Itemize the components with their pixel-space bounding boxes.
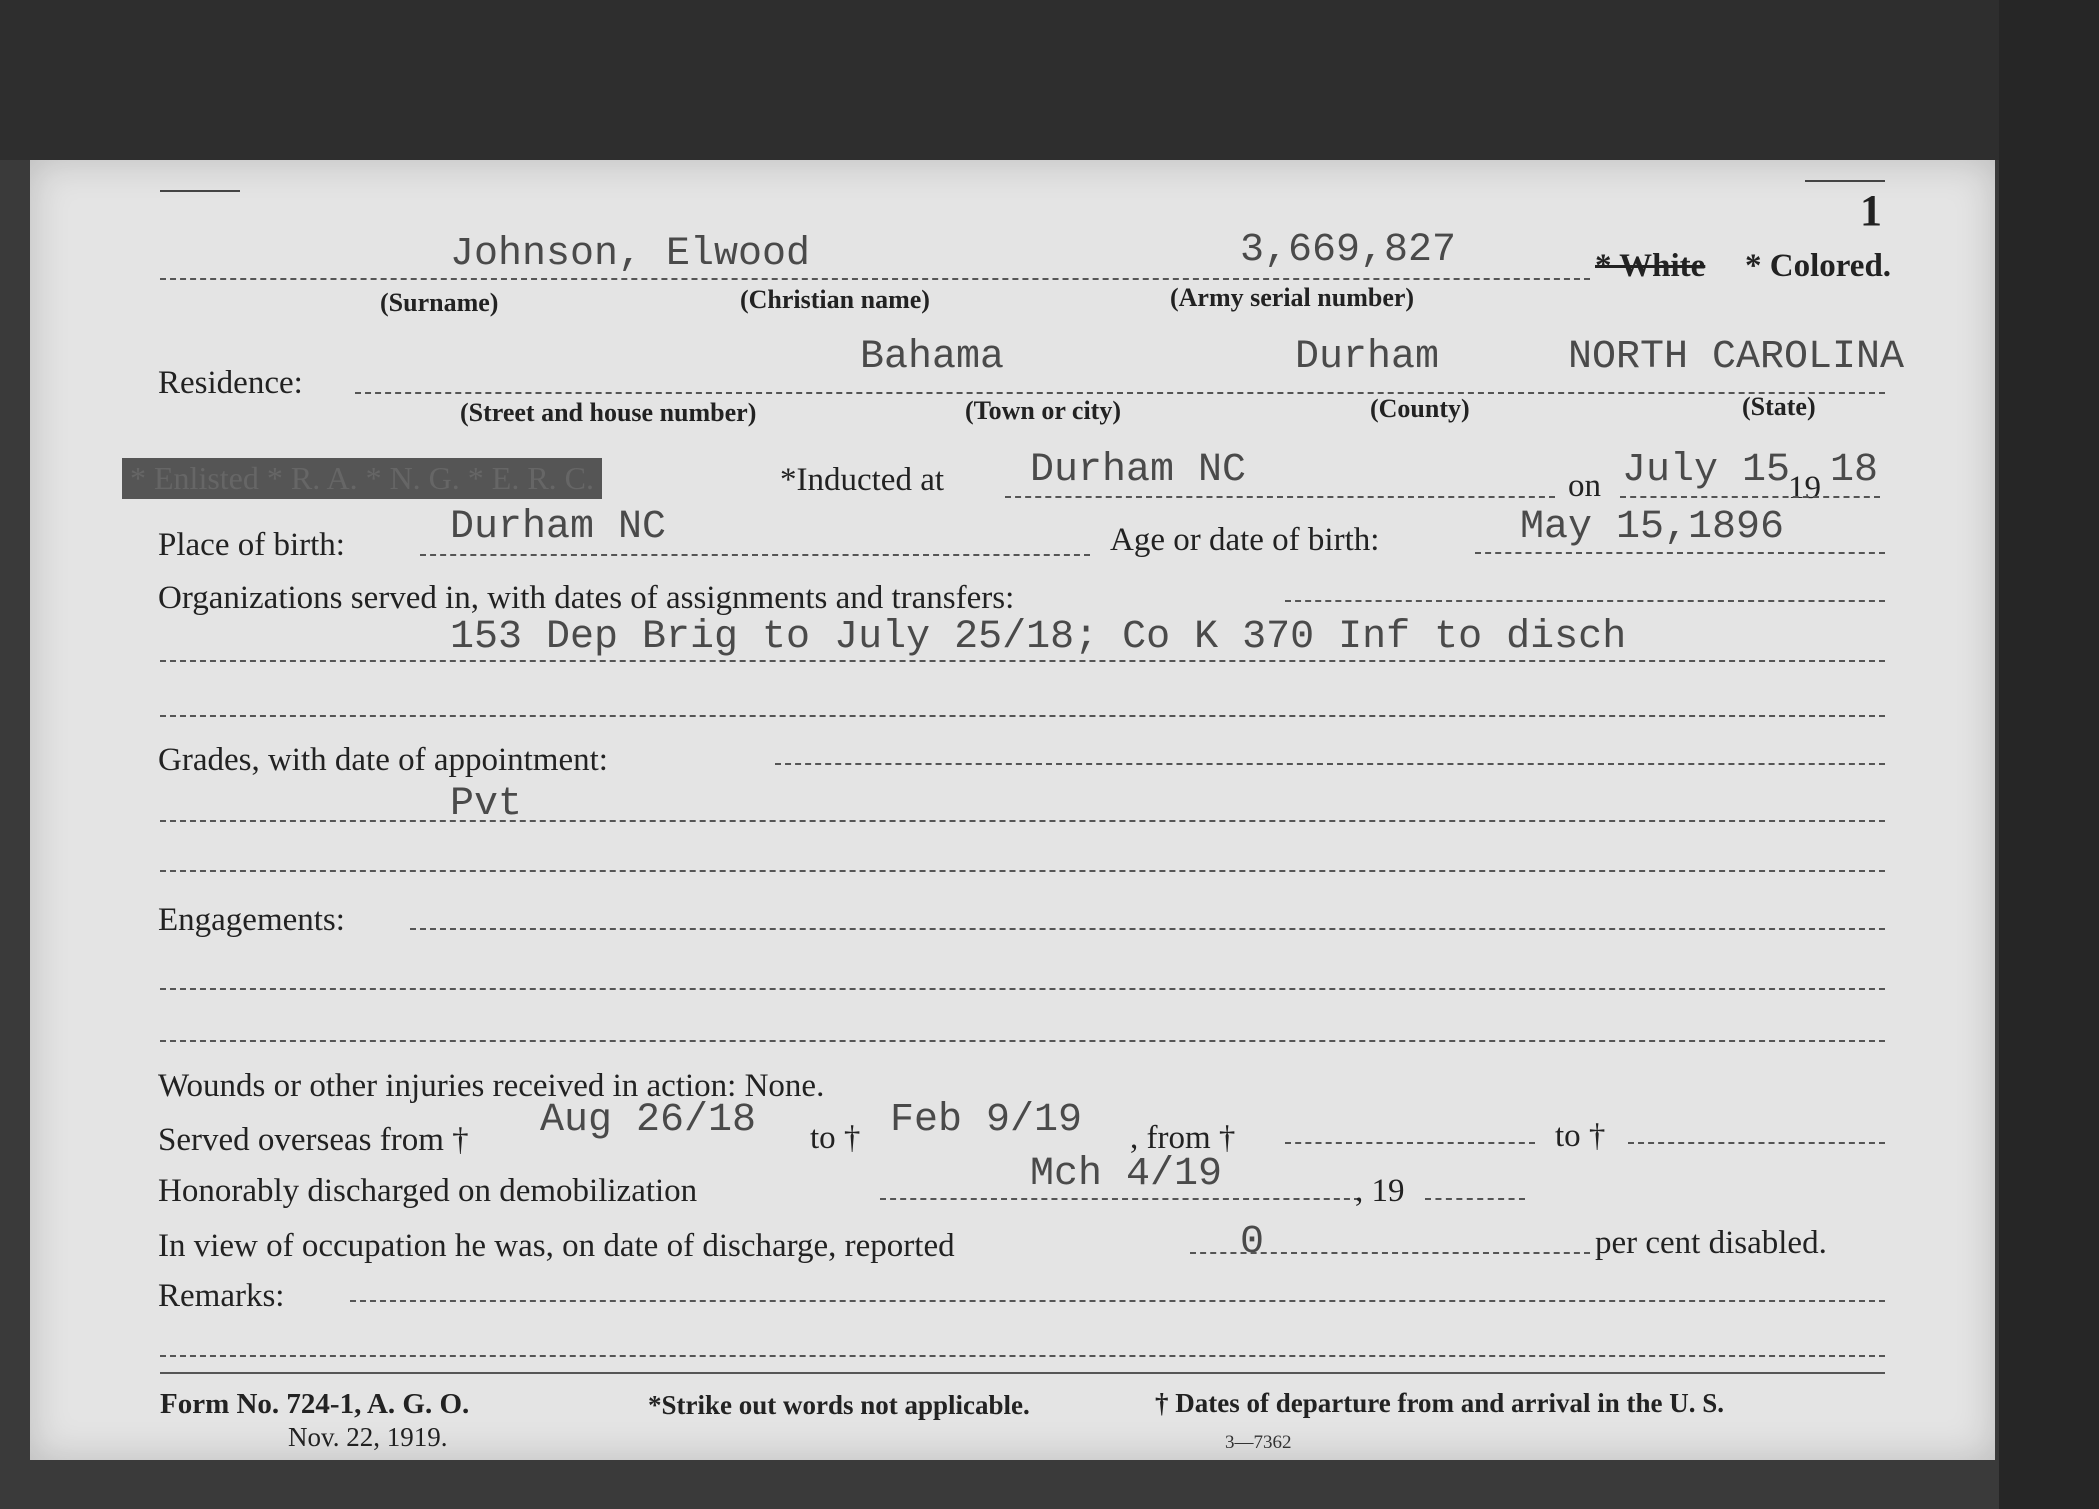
occupation-label: In view of occupation he was, on date of discharge, reported (158, 1228, 955, 1264)
wounds-label: Wounds or other injuries received in action: None. (158, 1068, 825, 1104)
grades-line-2 (160, 820, 1885, 822)
on-label: on (1568, 468, 1601, 504)
remarks-label: Remarks: (158, 1278, 285, 1314)
organizations-label: Organizations served in, with dates of assignments and transfers: (158, 580, 1015, 616)
percent-label: per cent disabled. (1595, 1225, 1827, 1261)
comma19-label: , 19 (1355, 1173, 1405, 1209)
town-value: Bahama (860, 335, 1005, 380)
engagements-label: Engagements: (158, 902, 345, 938)
serial-value: 3,669,827 (1240, 228, 1457, 273)
county-value: Durham (1295, 335, 1440, 380)
residence-line (355, 392, 1885, 394)
honorably-label: Honorably discharged on demobilization (158, 1173, 698, 1209)
to1-label: to † (810, 1120, 861, 1156)
army-serial-label: (Army serial number) (1170, 283, 1415, 312)
christian-label: (Christian name) (740, 285, 930, 314)
birth-place-value: Durham NC (450, 505, 667, 550)
top-right-mark (1805, 180, 1885, 182)
state-value: NORTH CAROLINA (1568, 335, 1905, 380)
card-number: 1 (1860, 186, 1882, 235)
from2-label: , from † (1130, 1120, 1236, 1156)
served-from-label: Served overseas from † (158, 1122, 469, 1158)
date-line (1620, 496, 1880, 498)
state-label: (State) (1742, 392, 1816, 421)
street-label: (Street and house number) (460, 398, 757, 427)
year-line (1425, 1198, 1525, 1200)
birth-date-line (1475, 552, 1885, 554)
engagements-line-3 (160, 1040, 1885, 1042)
grades-line-3 (160, 870, 1885, 872)
grades-line-1 (775, 763, 1885, 765)
town-label: (Town or city) (965, 396, 1121, 425)
inducted-line (1005, 496, 1555, 498)
disabled-line (1190, 1252, 1590, 1254)
surname-label: (Surname) (380, 288, 499, 317)
race-white-wrap (1595, 248, 1705, 285)
strike-note: *Strike out words not applicable. (648, 1390, 1030, 1420)
form-number: Form No. 724-1, A. G. O. (160, 1388, 470, 1420)
inducted-at-value: Durham NC (1030, 448, 1247, 493)
residence-label: Residence: (158, 365, 303, 401)
organizations-value: 153 Dep Brig to July 25/18; Co K 370 Inf to disch (450, 615, 1627, 660)
enlisted-stamp: * Enlisted * R. A. * N. G. * E. R. C. (122, 458, 602, 499)
org-line-2 (160, 660, 1885, 662)
print-code: 3—7362 (1225, 1432, 1292, 1453)
to2-line (1628, 1142, 1885, 1144)
top-left-mark (160, 190, 240, 192)
record-card (30, 160, 1995, 1460)
remarks-line-2 (160, 1355, 1885, 1357)
inducted-on-value: July 15 (1622, 448, 1791, 493)
overseas-from-value: Aug 26/18 (540, 1098, 757, 1143)
form-date: Nov. 22, 1919. (288, 1422, 448, 1452)
dates-note: † Dates of departure from and arrival in the U. S. (1155, 1388, 1724, 1418)
footer-rule (160, 1372, 1885, 1374)
engagements-line-1 (410, 928, 1885, 930)
to2-label: to † (1555, 1118, 1606, 1154)
background-right (1999, 0, 2099, 1509)
race-colored: * Colored. (1745, 248, 1892, 284)
birth-date-value: May 15,1896 (1520, 505, 1785, 550)
race-white: * White (1595, 248, 1706, 284)
birth-place-label: Place of birth: (158, 527, 345, 563)
grades-label: Grades, with date of appointment: (158, 742, 608, 778)
county-label: (County) (1370, 394, 1470, 423)
grade-value: Pvt (450, 782, 523, 827)
remarks-line-1 (350, 1300, 1885, 1302)
birth-place-line (420, 554, 1090, 556)
org-line-1 (1285, 600, 1885, 602)
org-line-3 (160, 715, 1885, 717)
overseas-to-value: Feb 9/19 (890, 1098, 1083, 1143)
age-birth-label: Age or date of birth: (1110, 522, 1380, 558)
inducted-label: *Inducted at (780, 462, 945, 498)
nineteen-label: 19 (1788, 470, 1821, 506)
from2-line (1285, 1142, 1535, 1144)
inducted-year-value: 18 (1830, 448, 1879, 493)
disabled-value: 0 (1240, 1220, 1265, 1265)
discharged-line (880, 1198, 1360, 1200)
discharged-value: Mch 4/19 (1030, 1152, 1223, 1197)
engagements-line-2 (160, 988, 1885, 990)
name-line (160, 278, 1590, 280)
background-top (0, 0, 2099, 160)
name-value: Johnson, Elwood (450, 232, 811, 277)
